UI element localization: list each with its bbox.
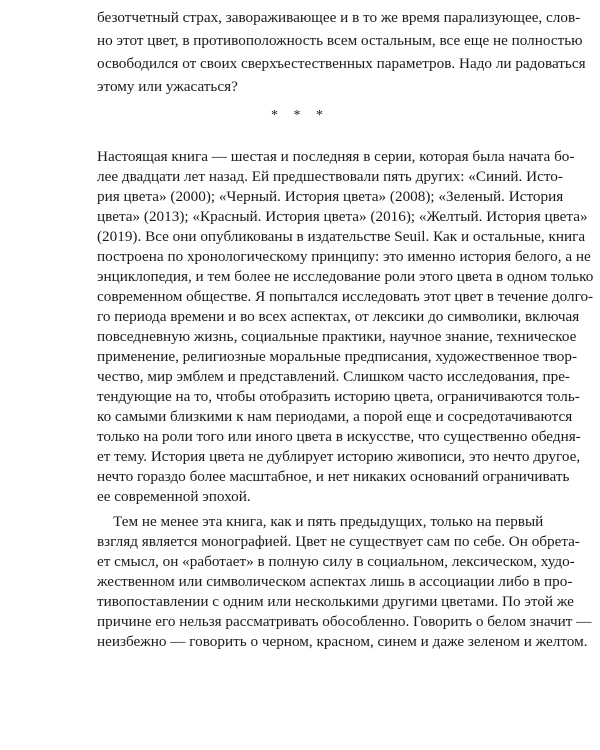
text-line: тендующие на то, чтобы отобразить историю цвета, ограничиваются толь- xyxy=(97,388,580,405)
text-line: причине его нельзя рассматривать обособленно. Говорить о белом значит — xyxy=(97,613,592,630)
text-line: лее двадцати лет назад. Ей предшествовали пять других: «Синий. Исто- xyxy=(97,168,563,185)
text-line: рия цвета» (2000); «Черный. История цвета» (2008); «Зеленый. История xyxy=(97,188,564,205)
text-line: ее современной эпохой. xyxy=(97,488,251,505)
text-line: повседневную жизнь, социальные практики, научное знание, техническое xyxy=(97,328,577,345)
text-line: энциклопедия, и тем более не исследование роли этого цвета в одном только xyxy=(97,268,594,285)
text-line: жественном или символическом аспектах лишь в ассоциации либо в про- xyxy=(97,573,573,590)
text-line: ет смысл, он «работает» в полную силу в социальном, лексическом, худо- xyxy=(97,553,575,570)
text-line: построена по хронологическому принципу: это именно история белого, а не xyxy=(97,248,591,265)
text-line: ет тему. История цвета не дублирует историю живописи, это нечто другое, xyxy=(97,448,581,465)
section-break-ornament: * * * xyxy=(271,108,329,123)
text-line: цвета» (2013); «Красный. История цвета» (2016); «Желтый. История цвета» xyxy=(97,208,588,225)
text-line: применение, религиозные моральные предписания, художественное твор- xyxy=(97,348,578,365)
text-line: тивопоставлении с одним или несколькими другими цветами. По этой же xyxy=(97,593,574,610)
text-line: (2019). Все они опубликованы в издательстве Seuil. Как и остальные, книга xyxy=(97,228,586,245)
text-line: Настоящая книга — шестая и последняя в серии, которая была начата бо- xyxy=(97,148,575,165)
text-line: но этот цвет, в противоположность всем остальным, все еще не полностью xyxy=(97,32,583,49)
text-line: чество, мир эмблем и представлений. Слишком часто исследования, пре- xyxy=(97,368,570,385)
text-line: неизбежно — говорить о черном, красном, синем и даже зеленом и желтом. xyxy=(97,633,588,650)
text-line: нечто гораздо более масштабное, и нет никаких оснований ограничивать xyxy=(97,468,570,485)
text-line: го периода времени и во всех аспектах, от лексики до символики, включая xyxy=(97,308,580,325)
text-line: Тем не менее эта книга, как и пять предыдущих, только на первый xyxy=(113,513,544,530)
text-line: только на роли того или иного цвета в искусстве, что существенно обедня- xyxy=(97,428,581,445)
text-line: взгляд является монографией. Цвет не существует сам по себе. Он обрета- xyxy=(97,533,580,550)
text-line: ко самыми близкими к нам периодами, а порой еще и сосредотачиваются xyxy=(97,408,573,425)
text-line: освободился от своих сверхъестественных параметров. Надо ли радоваться xyxy=(97,55,586,72)
text-line: безотчетный страх, завораживающее и в то же время парализующее, слов- xyxy=(97,9,581,26)
text-line: этому или ужасаться? xyxy=(97,78,238,95)
text-line: современном обществе. Я попытался исследовать этот цвет в течение долго- xyxy=(97,288,594,305)
